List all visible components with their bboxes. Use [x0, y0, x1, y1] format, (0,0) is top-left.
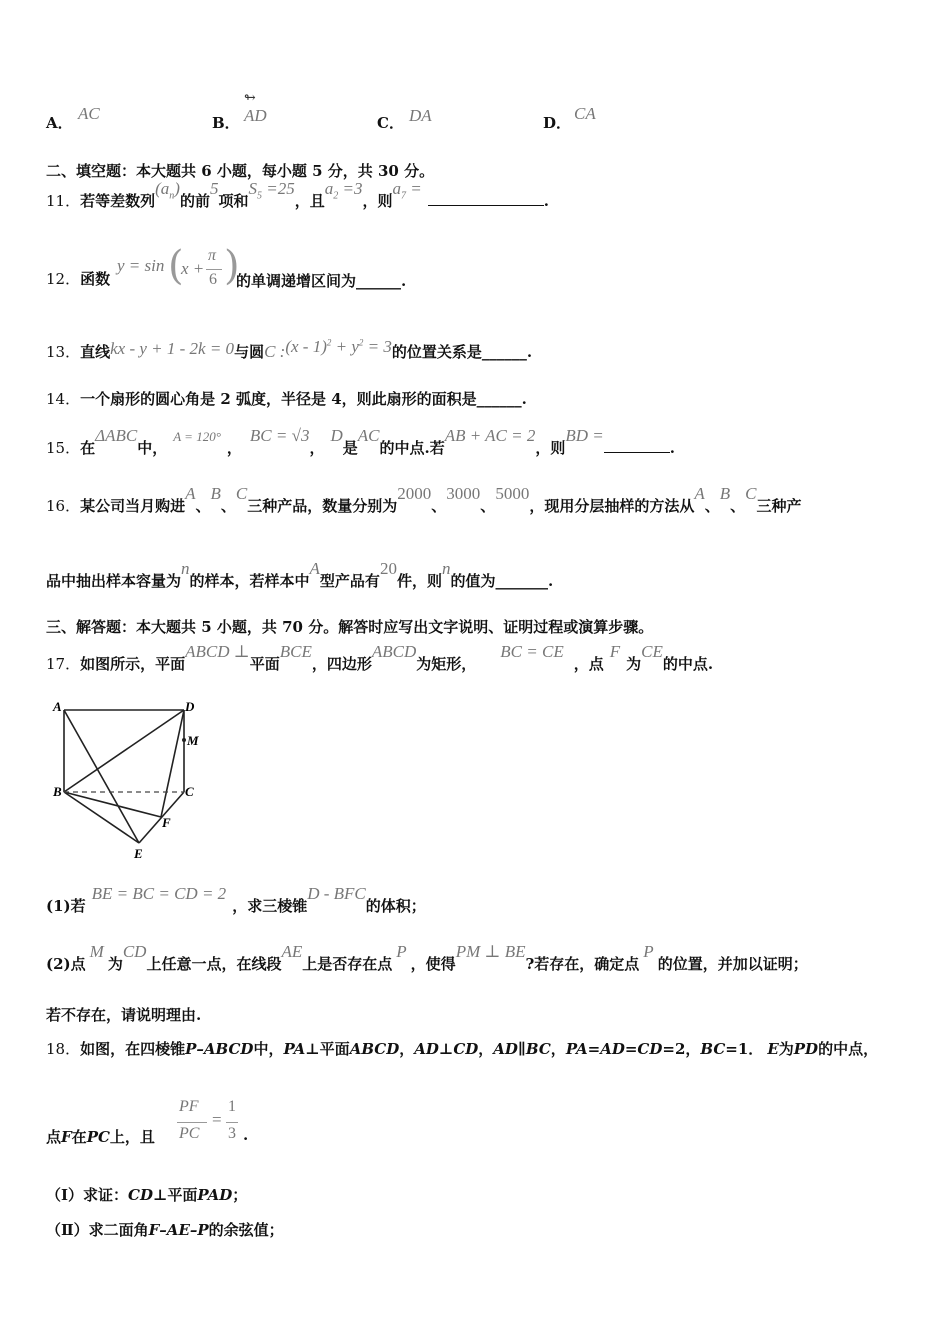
option-b-label: B．	[212, 114, 240, 132]
q16-l2-text3: 型产品有	[319, 572, 380, 590]
q18-ad1: AD	[414, 1040, 439, 1058]
q14-text: 一个扇形的圆心角是 2 弧度，半径是 4，则此扇形的面积是______.	[80, 390, 527, 408]
option-a	[46, 112, 73, 133]
q16-text1: 某公司当月购进	[80, 497, 186, 515]
q18-text11: 为	[778, 1040, 794, 1058]
q18-p2-end: 的余弦值；	[208, 1221, 284, 1239]
question-16-line2	[46, 559, 554, 591]
q18-f: F	[61, 1128, 72, 1146]
q18-frac-bar-left	[177, 1122, 207, 1123]
q16-n-a: n	[181, 559, 190, 578]
q18-frac-den: PC	[179, 1125, 200, 1142]
q16-sep5: 、	[704, 497, 720, 515]
q18-l2-text1: 点	[46, 1128, 62, 1146]
q17-p1-pyramid: D - BFC	[307, 884, 366, 903]
q18-pyramid: P–ABCD	[185, 1040, 254, 1058]
q17-part1	[46, 884, 426, 916]
q16-n-b: n	[441, 559, 451, 578]
q17-p2-label: (2)	[46, 955, 71, 973]
q16-l2-text2: 的样本，若样本中	[189, 572, 310, 590]
point-m	[182, 738, 186, 742]
q18-p1-cd: CD	[128, 1186, 153, 1204]
q18-p1-pad: PAD	[197, 1186, 233, 1204]
q13-circle-eq	[285, 337, 392, 356]
q16-b2: B	[719, 484, 731, 503]
q16-sep3: 、	[431, 497, 447, 515]
q17-p2-perp: PM ⊥ BE	[455, 942, 526, 961]
q13-x-sup: 2	[326, 337, 332, 348]
q16-sep2: 、	[220, 497, 236, 515]
q18-frac-num: PF	[179, 1098, 199, 1115]
q18-p1-text: （Ⅰ）求证：	[46, 1186, 129, 1204]
q16-c1: C	[235, 484, 248, 503]
q18-l2-text3: 上，且	[109, 1128, 155, 1146]
q18-l2-period: .	[243, 1126, 249, 1144]
q11-a7-sub: 7	[400, 190, 406, 202]
q17-num: 17．	[46, 655, 81, 673]
q17-p2-p1: P	[396, 942, 407, 961]
q11-five: 5	[209, 179, 219, 198]
q18-bc2: BC	[700, 1040, 726, 1058]
q13-line-eq: kx - y + 1 - 2k = 0	[110, 339, 235, 358]
question-17	[46, 642, 714, 674]
option-b	[212, 112, 240, 133]
q16-num: 16．	[46, 497, 81, 515]
q15-text5: 是	[342, 439, 358, 457]
q16-l2-text5: 的值为_______.	[450, 572, 554, 590]
section3-heading: 三、解答题：本大题共 5 小题，共 70 分。解答时应写出文字说明、证明过程或演算步骤。	[46, 618, 654, 636]
q16-b1: B	[210, 484, 221, 503]
q17-part2	[46, 942, 808, 974]
q15-angle: A = 120°	[173, 429, 221, 444]
q12-pi: π	[208, 247, 217, 264]
q18-p1-end: ；	[232, 1186, 248, 1204]
q16-c2: C	[745, 484, 757, 503]
q16-n1: 2000	[397, 484, 432, 503]
q18-e: E	[767, 1040, 779, 1058]
q17-p2-p2: P	[643, 942, 654, 961]
q11-text5: ，则	[362, 192, 393, 210]
q11-seq: $(a_n)$	[155, 179, 180, 202]
option-c	[377, 112, 404, 133]
q17-text6: 为	[626, 655, 642, 673]
q11-num: 11．	[46, 192, 81, 210]
q16-twenty: 20	[379, 559, 397, 578]
q18-text2: 中，	[253, 1040, 284, 1058]
q18-text9: =2，	[662, 1040, 701, 1058]
q18-lengths: PA=AD=CD	[565, 1040, 663, 1058]
q17-p2-line2: 若不存在，请说明理由.	[46, 1006, 202, 1024]
q17-text7: 的中点.	[662, 655, 714, 673]
q17-p2-text1: 点	[70, 955, 86, 973]
edge-bd	[64, 710, 184, 792]
q13-num: 13．	[46, 343, 81, 361]
q11-text3: 项和	[218, 192, 249, 210]
label-f: F	[162, 815, 171, 830]
q16-a3: A	[309, 559, 320, 578]
q15-triangle: ΔABC	[95, 426, 138, 445]
q18-text10: =1．	[725, 1040, 764, 1058]
q17-p2-text4: 上是否存在点	[302, 955, 393, 973]
q12-six: 6	[209, 271, 217, 288]
q14-num: 14．	[46, 390, 81, 408]
q11-seq-sub: n	[169, 190, 175, 202]
q15-blank[interactable]	[604, 438, 670, 453]
edge-be	[64, 792, 139, 843]
question-13	[46, 337, 533, 362]
q11-text1: 若等差数列	[80, 192, 156, 210]
q17-bc-ce: BC = CE	[500, 642, 564, 661]
q17-p1-text1: 若	[70, 897, 86, 915]
q18-p1-text2: ⊥平面	[152, 1186, 198, 1204]
q15-text2: 中，	[137, 439, 168, 457]
q15-ac: AC	[357, 426, 380, 445]
q18-part1	[46, 1184, 247, 1205]
q16-l2-text4: 件，则	[396, 572, 442, 590]
q16-a2: A	[694, 484, 705, 503]
option-b-arrow: ↬	[244, 91, 256, 106]
q11-seq-a: a	[160, 179, 170, 198]
q17-p2-text7: 的位置，并加以证明；	[657, 955, 808, 973]
q17-text4: 为矩形，	[416, 655, 477, 673]
q17-p2-text2: 为	[107, 955, 123, 973]
q18-one: 1	[228, 1098, 236, 1115]
option-d-value: CA	[574, 104, 596, 123]
q18-text7: ∥	[517, 1040, 526, 1058]
q11-a7-eq: =	[410, 179, 422, 198]
edge-ae	[64, 710, 139, 843]
q17-f: F	[609, 642, 621, 661]
q12-frac-bar	[206, 269, 222, 270]
q17-p1-lengths: BE = BC = CD = 2	[91, 884, 227, 903]
question-18	[46, 1038, 878, 1059]
q18-eq: =	[212, 1110, 222, 1129]
q17-quad: ABCD	[371, 642, 417, 661]
q18-text4: ，	[399, 1040, 415, 1058]
question-18-line2	[46, 1126, 155, 1147]
q18-pc: PC	[86, 1128, 110, 1146]
q18-l2-text2: 在	[71, 1128, 87, 1146]
q18-text8: ，	[550, 1040, 566, 1058]
q16-n2: 3000	[446, 484, 481, 503]
q17-plane2: BCE	[279, 642, 312, 661]
q15-text1: 在	[80, 439, 96, 457]
q18-part2	[46, 1219, 284, 1240]
q18-num: 18．	[46, 1040, 81, 1058]
q16-sep1: 、	[195, 497, 211, 515]
edge-df	[161, 710, 184, 817]
q12-num: 12．	[46, 270, 81, 288]
option-a-value: AC	[78, 104, 100, 123]
label-a: A	[53, 699, 62, 714]
q11-text2: 的前	[179, 192, 210, 210]
q11-s-sub: 5	[256, 190, 262, 202]
q16-text3: ，现用分层抽样的方法从	[529, 497, 695, 515]
q18-ad2: AD	[493, 1040, 518, 1058]
q12-text1: 函数	[80, 270, 111, 288]
question-15	[46, 426, 676, 458]
q16-sep4: 、	[480, 497, 496, 515]
q12-text2: 的单调递增区间为______.	[236, 272, 407, 290]
q15-text3: ，	[226, 439, 242, 457]
q15-period: .	[669, 439, 676, 457]
label-m: M	[187, 733, 199, 748]
q13-x-term: (x - 1)	[285, 337, 327, 356]
q15-text7: ，则	[535, 439, 566, 457]
question-14	[46, 388, 527, 409]
q15-sum: AB + AC = 2	[444, 426, 536, 445]
q18-cd: CD	[453, 1040, 479, 1058]
q15-text4: ，	[309, 439, 325, 457]
label-e: E	[134, 846, 143, 861]
q11-s5	[248, 179, 295, 202]
q12-function: y = sin	[117, 256, 165, 275]
option-d	[543, 112, 571, 133]
q17-p2-m: M	[89, 942, 104, 961]
q13-text1: 直线	[80, 343, 111, 361]
option-d-label: D．	[543, 114, 572, 132]
q13-text3: 的位置关系是______.	[391, 343, 533, 361]
q17-p1-text2: ，求三棱锥	[232, 897, 308, 915]
q17-p2-text5: ，使得	[410, 955, 456, 973]
q17-ce: CE	[641, 642, 663, 661]
q17-p1-label: (1)	[46, 897, 71, 915]
q11-s-val: =25	[266, 179, 295, 198]
q16-sep6: 、	[730, 497, 746, 515]
q15-bd: BD =	[565, 426, 604, 445]
q11-s: S	[248, 179, 257, 198]
q18-text3: ⊥平面	[305, 1040, 350, 1058]
label-c: C	[185, 784, 194, 799]
q12-paren-right: )	[224, 243, 240, 289]
q18-text1: 如图，在四棱锥	[80, 1040, 186, 1058]
q17-p2-ae: AE	[281, 942, 303, 961]
label-b: B	[53, 784, 62, 799]
q17-plane1: ABCD ⊥	[185, 642, 250, 661]
option-c-label: C．	[377, 114, 404, 132]
q13-rhs: = 3	[367, 337, 392, 356]
q17-text3: ，四边形	[311, 655, 372, 673]
q12-x: x +	[181, 259, 205, 278]
q17-p2-text6: ?若存在，确定点	[525, 955, 640, 973]
q18-p2-angle: F–AE–P	[148, 1221, 209, 1239]
option-a-label: A．	[46, 114, 73, 132]
label-d: D	[185, 699, 195, 714]
q18-abcd: ABCD	[349, 1040, 400, 1058]
q17-figure	[46, 698, 216, 868]
q11-a2	[324, 179, 363, 202]
q17-p2-text3: 上任意一点，在线段	[146, 955, 282, 973]
q18-text5: ⊥	[438, 1040, 454, 1058]
q17-text2: 平面	[249, 655, 280, 673]
q11-a2-val: =3	[342, 179, 363, 198]
q11-a2-sub: 2	[333, 190, 339, 202]
q18-text12: 的中点，	[818, 1040, 879, 1058]
q12-paren-left: (	[168, 243, 184, 289]
q11-a7	[392, 179, 422, 202]
q11-period: .	[543, 192, 549, 210]
q11-blank[interactable]	[428, 191, 544, 206]
question-11	[46, 179, 549, 213]
q18-three: 3	[228, 1125, 236, 1142]
q18-pd: PD	[793, 1040, 819, 1058]
option-b-value: AD	[244, 106, 267, 125]
q11-text4: ，且	[294, 192, 325, 210]
q16-a1: A	[185, 484, 196, 503]
q11-a2-a: a	[324, 179, 334, 198]
q17-text1: 如图所示，平面	[80, 655, 186, 673]
q13-circle-c: C :	[264, 342, 286, 361]
q18-bc: BC	[525, 1040, 551, 1058]
q18-text6: ，	[478, 1040, 494, 1058]
option-c-value: DA	[409, 106, 432, 125]
question-16	[46, 484, 802, 516]
q13-y-sup: 2	[358, 337, 364, 348]
q18-frac-bar-right	[226, 1122, 238, 1123]
q17-text5: ，点	[573, 655, 604, 673]
q11-a7-a: a	[392, 179, 401, 198]
q15-num: 15．	[46, 439, 81, 457]
q16-n3: 5000	[495, 484, 530, 503]
q15-d: D	[330, 426, 343, 445]
question-12	[46, 268, 110, 289]
q18-p2-text: （Ⅱ）求二面角	[46, 1221, 149, 1239]
q18-pa: PA	[283, 1040, 306, 1058]
q13-y-term: + y	[335, 337, 359, 356]
q16-text4: 三种产	[756, 497, 802, 515]
q17-p1-text3: 的体积；	[365, 897, 426, 915]
q15-bc: BC = √3	[249, 426, 310, 445]
q15-text6: 的中点.若	[379, 439, 445, 457]
q16-l2-text1: 品中抽出样本容量为	[46, 572, 182, 590]
section2-heading: 二、填空题：本大题共 6 小题，每小题 5 分，共 30 分。	[46, 162, 435, 180]
q13-text2: 与圆	[234, 343, 265, 361]
q17-p2-cd: CD	[122, 942, 147, 961]
q16-text2: 三种产品，数量分别为	[247, 497, 398, 515]
